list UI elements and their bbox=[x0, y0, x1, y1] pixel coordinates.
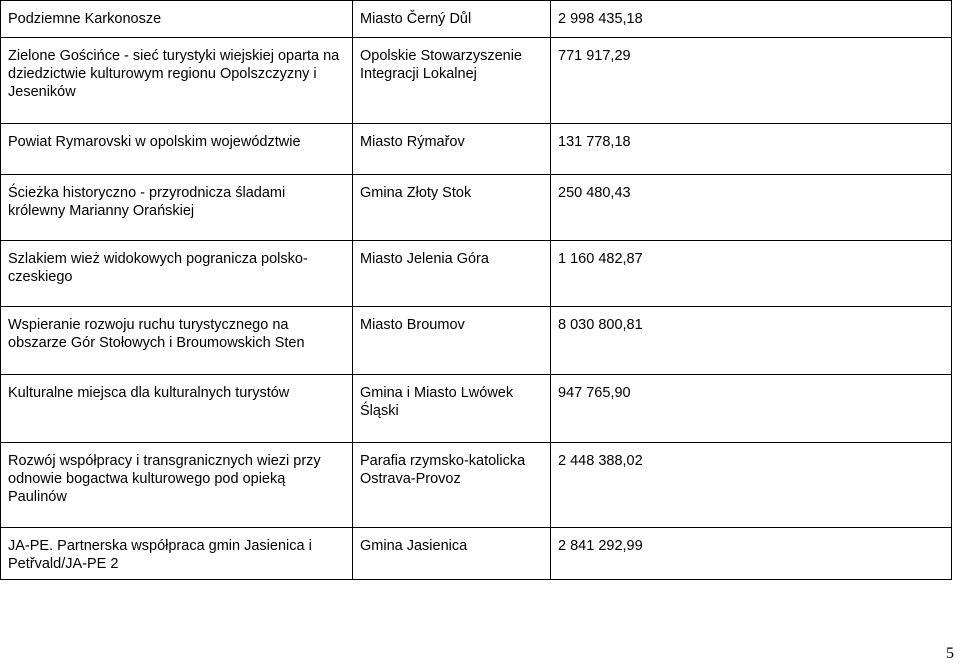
amount-cell: 2 448 388,02 bbox=[551, 443, 952, 528]
project-name-cell: Szlakiem wież widokowych pogranicza polsko-czeskiego bbox=[1, 241, 353, 307]
partner-cell: Miasto Broumov bbox=[353, 307, 551, 375]
partner-cell: Opolskie Stowarzyszenie Integracji Lokalnej bbox=[353, 38, 551, 124]
partner-cell: Gmina Złoty Stok bbox=[353, 175, 551, 241]
amount-cell: 250 480,43 bbox=[551, 175, 952, 241]
partner-cell: Gmina Jasienica bbox=[353, 528, 551, 580]
amount-cell: 771 917,29 bbox=[551, 38, 952, 124]
partner-cell: Miasto Rýmařov bbox=[353, 124, 551, 175]
project-name-cell: Podziemne Karkonosze bbox=[1, 1, 353, 38]
project-name-cell: Kulturalne miejsca dla kulturalnych turystów bbox=[1, 375, 353, 443]
table-row bbox=[1, 528, 952, 580]
table-row bbox=[1, 1, 952, 38]
partner-cell: Miasto Černý Důl bbox=[353, 1, 551, 38]
project-name-cell: Rozwój współpracy i transgranicznych wiezi przy odnowie bogactwa kulturowego pod opieką Paulinów bbox=[1, 443, 353, 528]
partner-cell: Parafia rzymsko-katolicka Ostrava-Provoz bbox=[353, 443, 551, 528]
amount-cell: 947 765,90 bbox=[551, 375, 952, 443]
table-row bbox=[1, 38, 952, 124]
project-name-cell: JA-PE. Partnerska współpraca gmin Jasienica i Petřvald/JA-PE 2 bbox=[1, 528, 353, 580]
project-name-cell: Powiat Rymarovski w opolskim województwie bbox=[1, 124, 353, 175]
amount-cell: 8 030 800,81 bbox=[551, 307, 952, 375]
project-name-cell: Zielone Gościńce - sieć turystyki wiejskiej oparta na dziedzictwie kulturowym regionu Opolszczyzny i Jeseników bbox=[1, 38, 353, 124]
amount-cell: 2 998 435,18 bbox=[551, 1, 952, 38]
table-row bbox=[1, 307, 952, 375]
table-row bbox=[1, 124, 952, 175]
page-number: 5 bbox=[946, 645, 954, 662]
table-row bbox=[1, 375, 952, 443]
table-row bbox=[1, 241, 952, 307]
amount-cell: 131 778,18 bbox=[551, 124, 952, 175]
table-row bbox=[1, 175, 952, 241]
table-row bbox=[1, 443, 952, 528]
partner-cell: Gmina i Miasto Lwówek Śląski bbox=[353, 375, 551, 443]
project-name-cell: Ścieżka historyczno - przyrodnicza śladami królewny Marianny Orańskiej bbox=[1, 175, 353, 241]
amount-cell: 1 160 482,87 bbox=[551, 241, 952, 307]
project-name-cell: Wspieranie rozwoju ruchu turystycznego na obszarze Gór Stołowych i Broumowskich Sten bbox=[1, 307, 353, 375]
amount-cell: 2 841 292,99 bbox=[551, 528, 952, 580]
partner-cell: Miasto Jelenia Góra bbox=[353, 241, 551, 307]
